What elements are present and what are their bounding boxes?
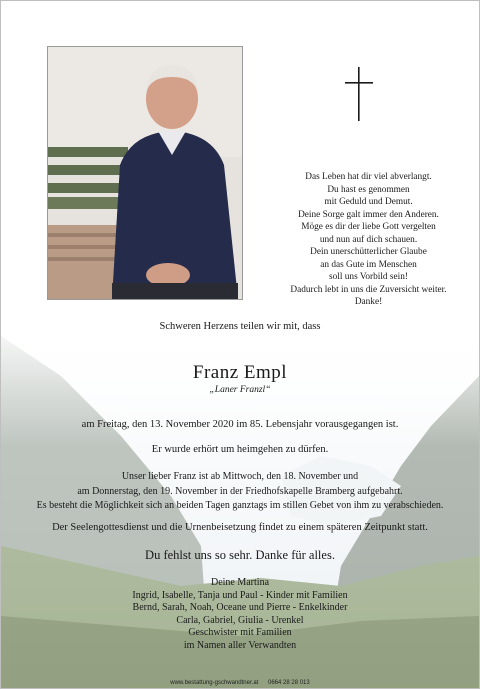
heard-statement: Er wurde erhört um heimgehen zu dürfen. [151,444,329,455]
family-line: Bernd, Sarah, Noah, Oceane und Pierre - Enkelkinder [132,602,348,614]
poem-line: Möge es dir der liebe Gott vergelten [301,222,436,232]
family-line: Ingrid, Isabelle, Tanja und Paul - Kinder mit Familien [132,589,348,601]
poem-line: soll uns Vorbild sein! [329,272,408,282]
poem-line: mit Geduld und Demut. [324,197,413,207]
poem-line: Du hast es genommen [327,184,410,195]
poem-line: Deine Sorge galt immer den Anderen. [298,209,439,220]
intro-text: Schweren Herzens teilen wir mit, dass [159,321,321,332]
viewing-line: am Donnerstag, den 19. November in der Friedhofskapelle Bramberg aufgebahrt. [77,485,403,497]
death-statement: am Freitag, den 13. November 2020 im 85. Lebensjahr vorausgegangen ist. [81,419,399,430]
viewing-info [1,470,479,514]
footer-phone: 0664 28 28 013 [268,680,310,686]
cross-icon [345,67,373,121]
deceased-nickname: „Laner Franzl“ [209,385,271,395]
poem [271,171,466,309]
viewing-line: Es besteht die Möglichkeit sich an beiden Tagen ganztags im stillen Gebet von ihm zu verabschieden. [36,500,444,511]
service-info: Der Seelengottesdienst und die Urnenbeisetzung findet zu einem späteren Zeitpunkt statt. [52,522,428,533]
footer-website: www.bestattung-gschwandtner.at [170,680,259,686]
deceased-name: Franz Empl [192,362,288,383]
family-line: Geschwister mit Familien [188,627,292,639]
poem-line: an das Gute im Menschen [320,259,417,270]
footer [1,680,479,686]
viewing-line: Unser lieber Franz ist ab Mittwoch, den 18. November und [121,471,359,482]
family-signoff [1,577,479,653]
closing-line: Du fehlst uns so sehr. Danke für alles. [145,548,335,562]
poem-line: Danke! [354,297,383,307]
portrait-photo [47,46,243,300]
poem-line: und nun auf dich schauen. [319,234,418,245]
poem-line: Dein unerschütterlicher Glaube [310,247,427,257]
poem-line: Das Leben hat dir viel abverlangt. [305,172,432,182]
family-line: Carla, Gabriel, Giulia - Urenkel [176,614,304,626]
family-line: Deine Martina [210,577,270,588]
poem-line: Dadurch lebt in uns die Zuversicht weiter. [290,284,447,295]
family-line: im Namen aller Verwandten [183,639,297,651]
